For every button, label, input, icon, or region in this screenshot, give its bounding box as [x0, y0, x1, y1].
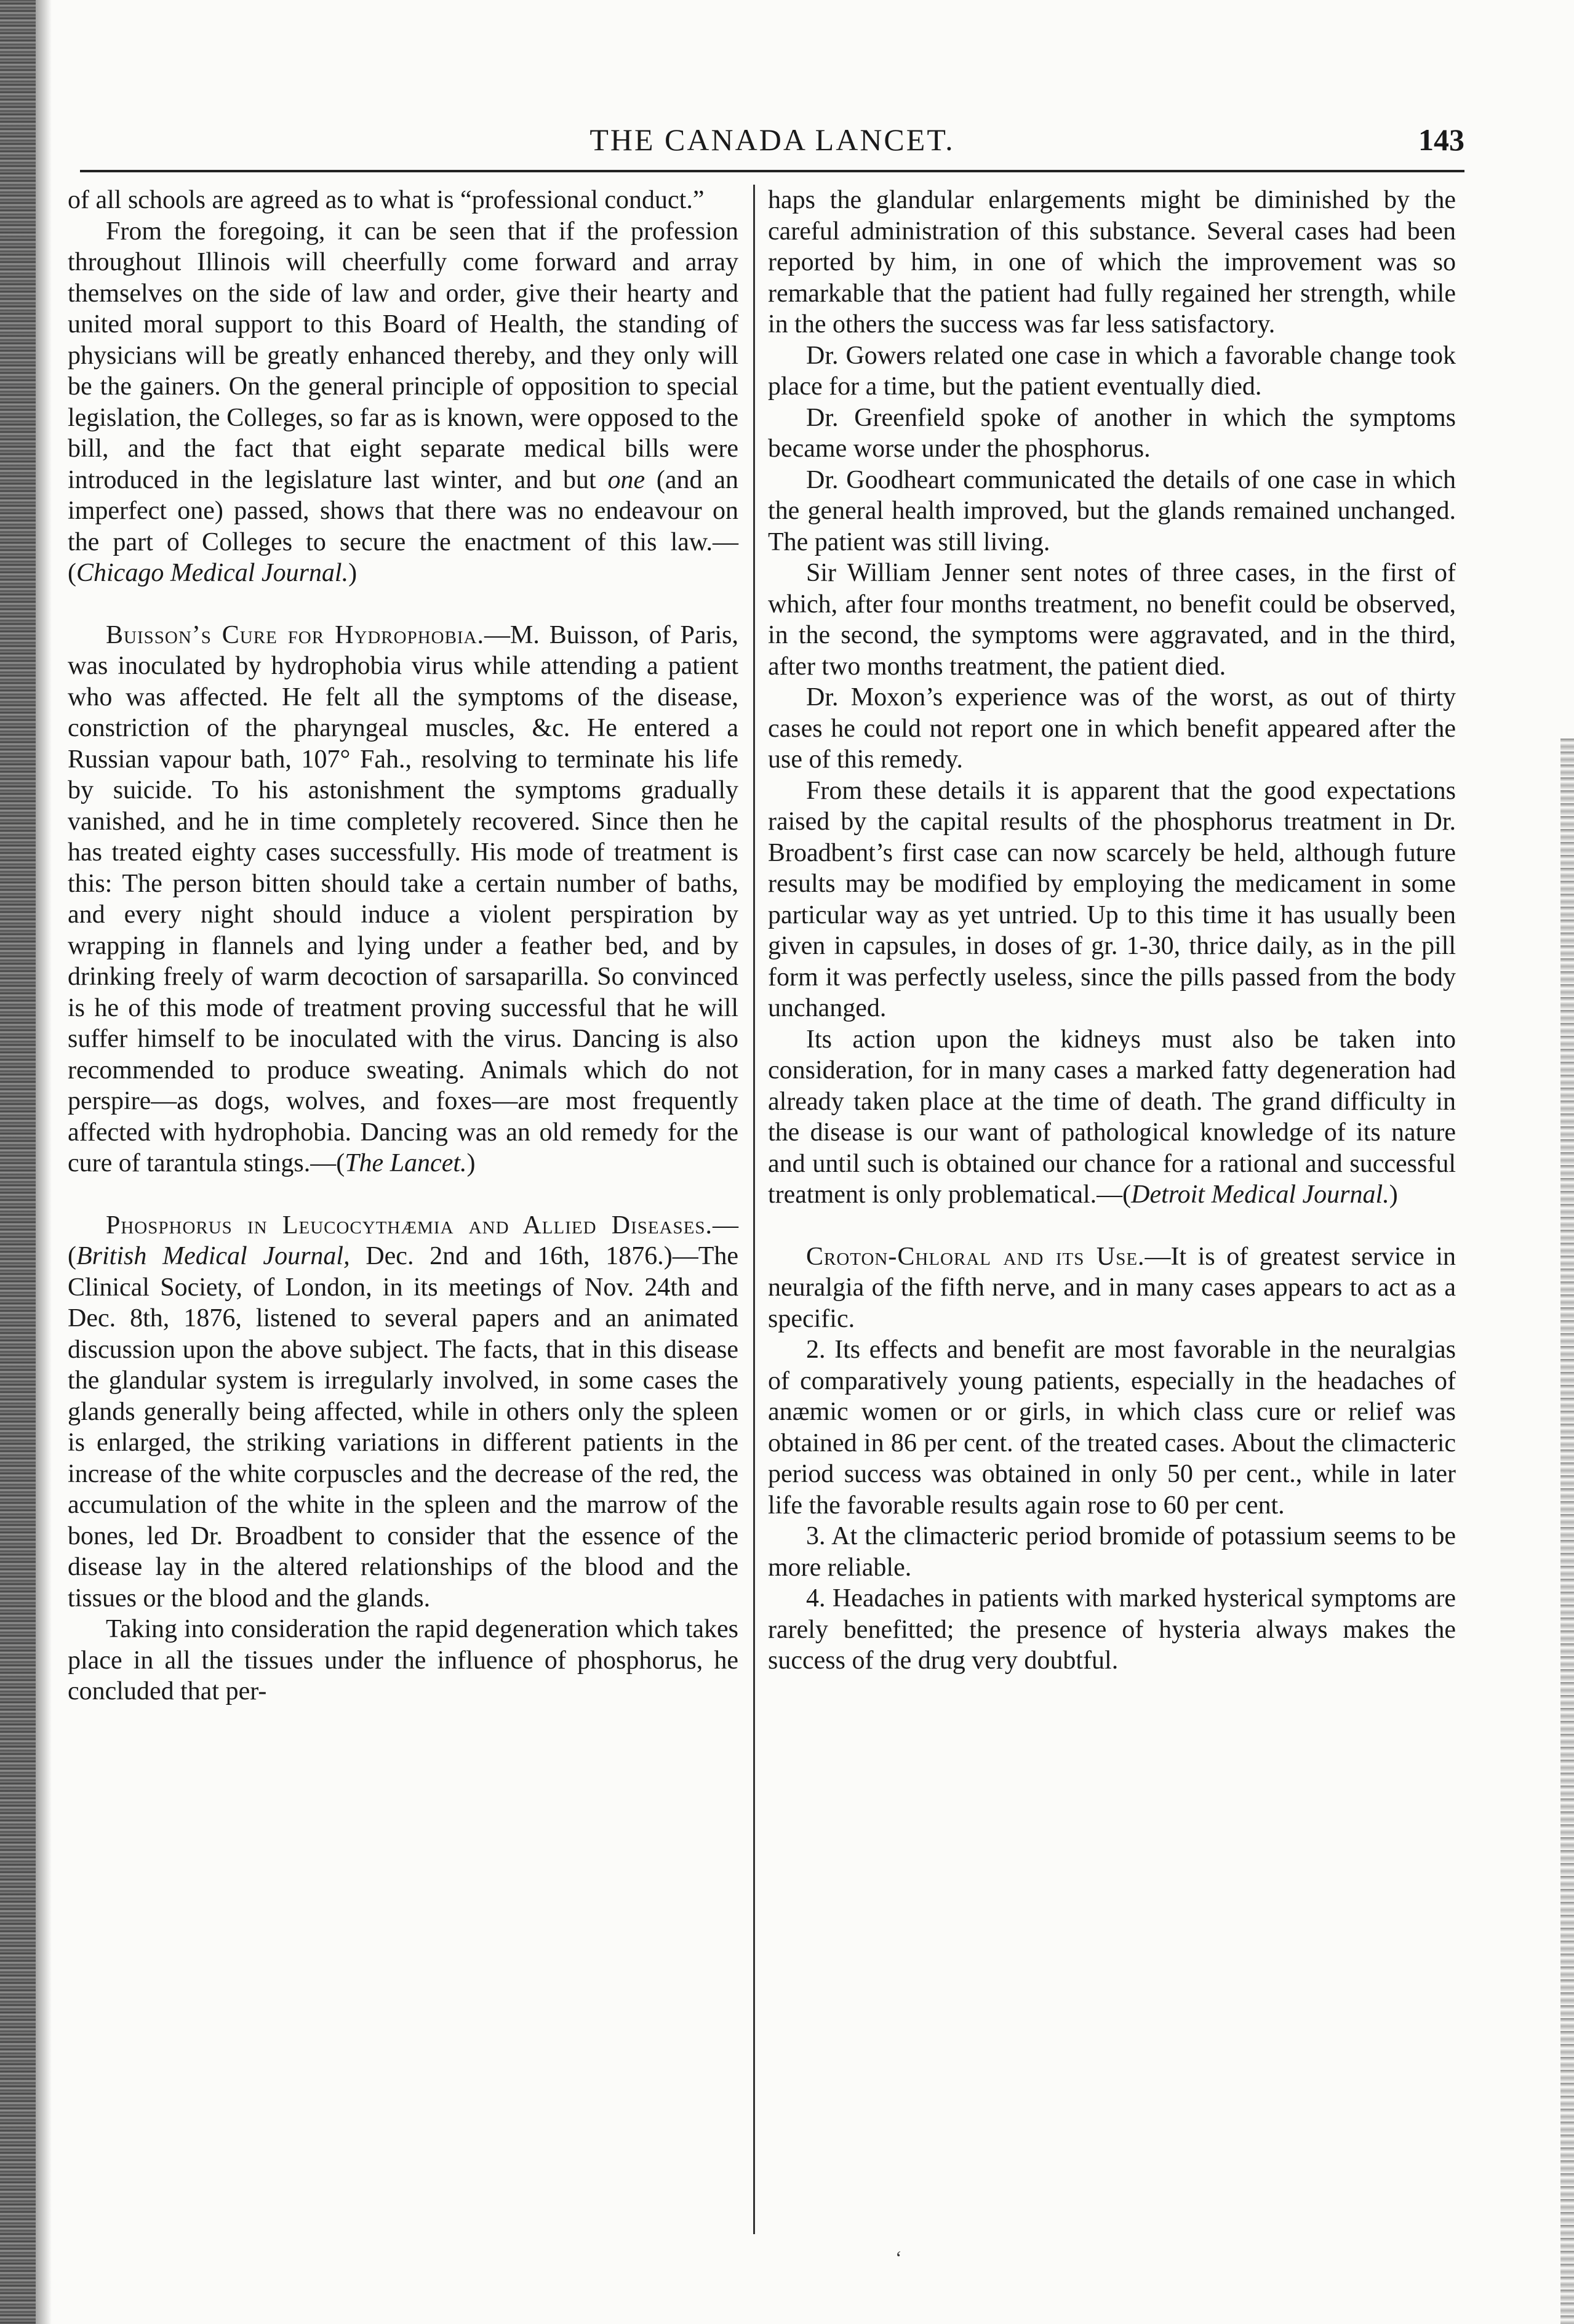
paragraph: of all schools are agreed as to what is “professional conduct.”	[68, 186, 705, 214]
paragraph-text: —M. Buisson, of Paris, was inoculated by hydrophobia virus while attending a patient who was affected. He felt all the symptoms of the disease, constriction of the pharyngeal muscles, &c. He entered a Russian vapour bath, 107° Fah., resolving to terminate his life by suicide. To his astonishment the symptoms gradually vanished, and he in time completely recovered. Since then he has treated eighty cases successfully. His mode of treatment is this: The person bitten should take a certain number of baths, and every night should induce a violent perspiration by wrapping in flannels and lying under a feather bed, and by drinking freely of warm decoction of sarsaparilla. So convinced is he of this mode of treatment proving successful that he will suffer himself to be inoculated with the virus. Dancing is also recommended to produce sweating. Animals which do not perspire—as dogs, wolves, and foxes—are most frequently affected with hydrophobia. Dancing was an old remedy for the cure of tarantula stings.—(	[68, 620, 738, 1177]
numbered-paragraph: 3. At the climacteric period bromide of potassium seems to be more reliable.	[768, 1522, 1456, 1582]
source-citation: British Medical Journal,	[76, 1242, 350, 1270]
section-heading: Croton-Chloral and its Use.	[806, 1242, 1145, 1271]
paragraph: Sir William Jenner sent notes of three cases, in the first of which, after four months treatment, no benefit could be observed, in the second, the symptoms were aggravated, and in the third, after two months treatment, the patient died.	[768, 559, 1456, 681]
paragraph-text: )	[466, 1149, 476, 1177]
numbered-paragraph: 2. Its effects and benefit are most favorable in the neuralgias of comparatively young patients, especially in the headaches of anæmic women or or girls, in which class cure or relief was obtained in 86 per cent. of the treated cases. About the climacteric period success was obtained in only 50 per cent., while in later life the favorable results again rose to 60 per cent.	[768, 1336, 1456, 1520]
binding-shadow	[36, 0, 52, 2324]
page-header	[80, 117, 1464, 166]
paragraph: From these details it is apparent that the good expectations raised by the capital results of the phosphorus treatment in Dr. Broadbent’s first case can now scarcely be held, although future results may be modified by employing the medicament in some particular way as yet untried. Up to this time it has usually been given in capsules, in doses of gr. 1-30, thrice daily, as in the pill form it was perfectly useless, since the pills passed from the body unchanged.	[768, 776, 1456, 1022]
article-phosphorus	[68, 1210, 738, 1614]
article-croton-chloral	[768, 1241, 1456, 1335]
source-citation: Chicago Medical Journal.	[76, 559, 349, 587]
right-column	[768, 185, 1456, 1677]
paragraph-text: Dec. 2nd and 16th, 1876.)—The Clinical Society, of London, in its meetings of Nov. 24th and Dec. 8th, 1876, listened to several papers and an animated discussion upon the above subject. The facts, that in this disease the glandular system is irregularly involved, in some cases the glands generally being affected, while in others only the spleen is enlarged, the striking variations in different patients in the increase of the white corpuscles and the decrease of the red, the accumulation of the white in the spleen and the marrow of the bones, led Dr. Broadbent to consider that the essence of the disease lay in the altered relationships of the blood and the tissues or the blood and the glands.	[68, 1242, 738, 1613]
stray-ink-mark: ‘	[895, 2246, 902, 2269]
paragraph-text: )	[1389, 1180, 1398, 1209]
running-title: THE CANADA LANCET.	[589, 122, 955, 157]
source-citation: Detroit Medical Journal.	[1131, 1180, 1389, 1209]
paragraph: Dr. Gowers related one case in which a favorable change took place for a time, but the patient eventually died.	[768, 341, 1456, 401]
section-heading: Buisson’s Cure for Hydrophobia.	[106, 620, 485, 649]
paragraph: Dr. Greenfield spoke of another in which the symptoms became worse under the phosphorus.	[768, 403, 1456, 463]
paragraph: Taking into consideration the rapid degeneration which takes place in all the tissues under the influence of phosphorus, he concluded that per-	[68, 1615, 738, 1705]
binding-edge	[0, 0, 36, 2324]
paragraph-text: —It is of greatest service in neuralgia of the fifth nerve, and in many cases appears to act as a specific.	[768, 1242, 1456, 1333]
paragraph-text: From the foregoing, it can be seen that if the profession throughout Illinois will cheerfully come forward and array themselves on the side of law and order, give their hearty and united moral support to this Board of Health, the standing of physicians will be greatly enhanced thereby, and they only will be the gainers. On the general principle of opposition to special legislation, the Colleges, so far as is known, were opposed to the bill, and the fact that eight separate medical bills were introduced in the legislature last winter, and but	[68, 217, 738, 494]
paragraph	[68, 216, 738, 589]
paragraph	[768, 1024, 1456, 1211]
paragraph: Dr. Moxon’s experience was of the worst, as out of thirty cases he could not report one in which benefit appeared after the use of this remedy.	[768, 683, 1456, 774]
article-buisson	[68, 620, 738, 1179]
paragraph: Dr. Goodheart communicated the details of one case in which the general health improved, but the glands remained unchanged. The patient was still living.	[768, 465, 1456, 556]
numbered-paragraph: 4. Headaches in patients with marked hysterical symptoms are rarely benefitted; the presence of hysteria always makes the success of the drug very doubtful.	[768, 1584, 1456, 1675]
paragraph-text: —(	[68, 1211, 738, 1270]
paragraph-text: Its action upon the kidneys must also be taken into consideration, for in many cases a marked fatty degeneration had already taken place at the time of death. The grand difficulty in the disease is our want of pathological knowledge of its nature and until such is obtained our chance for a rational and successful treatment is only problematical.	[768, 1025, 1456, 1209]
section-heading: Phosphorus in Leucocythæmia and Allied Diseases.	[106, 1211, 713, 1240]
header-rule	[80, 170, 1464, 172]
paragraph: haps the glandular enlargements might be diminished by the careful administration of this substance. Several cases had been reported by him, in one of which the improvement was so remarkable that the patient had fully regained her strength, while in the others the success was far less satisfactory.	[768, 186, 1456, 339]
left-column	[68, 185, 738, 1707]
column-divider	[753, 185, 755, 2234]
source-citation: The Lancet.	[345, 1149, 467, 1177]
paragraph-text: (and an imperfect one) passed, shows that there was no endeavour on the part of Colleges to secure the enactment of this law.—(	[68, 465, 738, 587]
paragraph-text: —(	[1097, 1180, 1132, 1209]
page-edge-speckle	[1560, 739, 1574, 2324]
emphasis: one	[607, 465, 645, 494]
page-number: 143	[1418, 122, 1464, 157]
paragraph-text: )	[348, 559, 358, 587]
